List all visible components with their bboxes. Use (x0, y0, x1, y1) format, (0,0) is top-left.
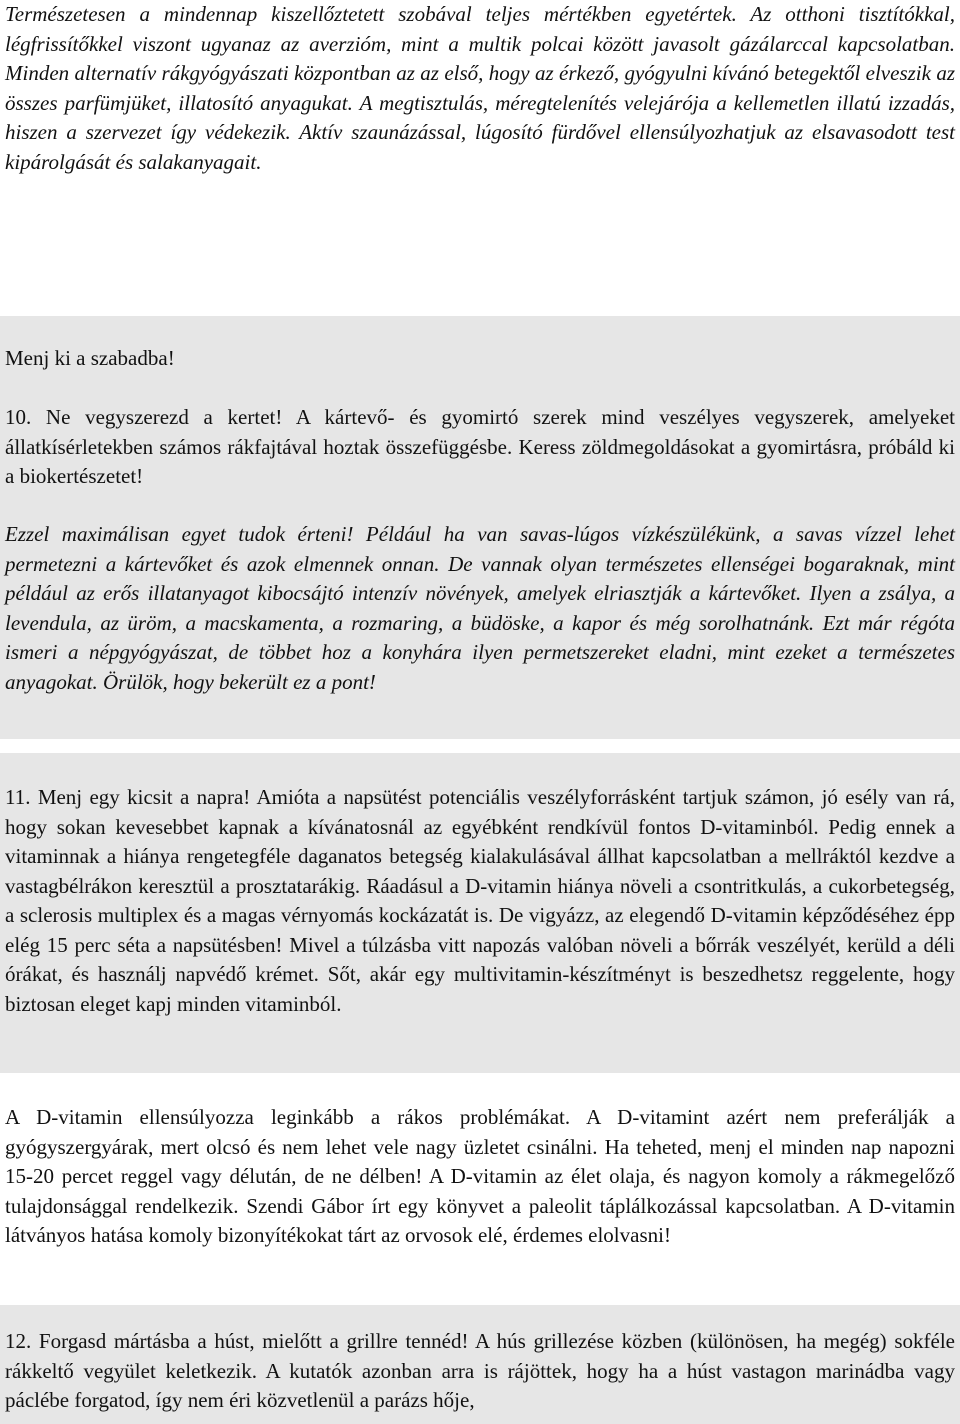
tip-10-paragraph: 10. Ne vegyszerezd a kertet! A kártevő- és gyomirtó szerek mind veszélyes vegyszerek, amelyeket állatkísérletekben számos rákfajtával hoztak összefüggésbe. Keress zöldmegoldásokat a gyomirtásra, próbáld ki a biokertészetet! (5, 405, 955, 488)
intro-paragraph: Természetesen a mindennap kiszellőztetett szobával teljes mértékben egyetértek. Az otthoni tisztítókkal, légfrissítőkkel viszont ugyanaz az averzióm, mint a multik polcai között javasolt gázálarccal kapcsolatban. Minden alternatív rákgyógyászati központban az az első, hogy az érkező, gyógyulni kívánó betegektől elveszik az összes parfümjüket, illatosító anyagukat. A megtisztulás, méregtelenítés velejárója a kellemetlen illatú izzadás, hiszen a szervezet így védekezik. Aktív szaunázással, lúgosító fürdővel ellensúlyozhatjuk az elsavasodott test kipárolgását és salakanyagait. (5, 2, 955, 174)
tip-11-paragraph: 11. Menj egy kicsit a napra! Amióta a napsütést potenciális veszélyforrásként tartjuk számon, jó esély van rá, hogy sokan kevesebbet kapnak a kívánatosnál az egyébként rendkívül fontos D-vitaminból. Pedig ennek a vitaminnak a hiánya rengetegféle daganatos betegség kialakulásával állhat kapcsolatban a mellráktól kezdve a vastagbélrákon keresztül a prosztatarákig. Ráadásul a D-vitamin hiánya növeli a csontritkulás, a cukorbetegség, a sclerosis multiplex és a magas vérnyomás kockázatát is. De vigyázz, az elegendő D-vitamin képződéséhez épp elég 15 perc séta a napsütésben! Mivel a túlzásba vitt napozás valóban növeli a bőrrák veszélyét, kerüld a déli órákat, és használj napvédő krémet. Sőt, akár egy multivitamin-készítményt is beszedhetsz reggelente, hogy biztosan eleget kapj minden vitaminból. (5, 785, 955, 1016)
section-outdoor (0, 316, 960, 739)
section-heading: Menj ki a szabadba! (5, 346, 175, 370)
tip-12-paragraph: 12. Forgasd mártásba a húst, mielőtt a grillre tennéd! A hús grillezése közben (különösen, ha megég) sokféle rákkeltő vegyület keletkezik. A kutatók azonban arra is rájöttek, hogy ha a húst vastagon marinádba vagy páclébe forgatod, így nem éri közvetlenül a parázs hője, (5, 1329, 955, 1412)
tip-10-comment: Ezzel maximálisan egyet tudok érteni! Például ha van savas-lúgos vízkészülékünk, a savas vízzel lehet permetezni a kártevőket és azok elmennek onnan. De vannak olyan természetes ellenségei bogaraknak, mint például az erős illatanyagot kibocsájtó intenzív növények, amelyek elriasztják a kártevőket. Ilyen a zsálya, a levendula, az üröm, a macskamenta, a rozmaring, a büdöske, a kapor és még sorolhatnánk. Ezt már régóta ismeri a népgyógyászat, de többet hoz a konyhára ilyen permetszereket eladni, mint ezeket a természetes anyagokat. Örülök, hogy bekerült ez a pont! (5, 522, 955, 694)
tip-11-comment: A D-vitamin ellensúlyozza leginkább a rákos problémákat. A D-vitamint azért nem preferálják a gyógyszergyárak, mert olcsó és nem lehet vele nagy üzletet csinálni. Ha teheted, menj el minden nap napozni 15-20 percet reggel vagy délután, de ne délben! A D-vitamin az élet olaja, és nagyon komoly a rákmegelőző tulajdonsággal rendelkezik. Szendi Gábor írt egy könyvet a paleolit táplálkozással kapcsolatban. A D-vitamin látványos hatása komoly bizonyítékokat tárt az orvosok elé, érdemes elolvasni! (5, 1105, 955, 1247)
section-sun (0, 753, 960, 1073)
section-grill (0, 1305, 960, 1424)
